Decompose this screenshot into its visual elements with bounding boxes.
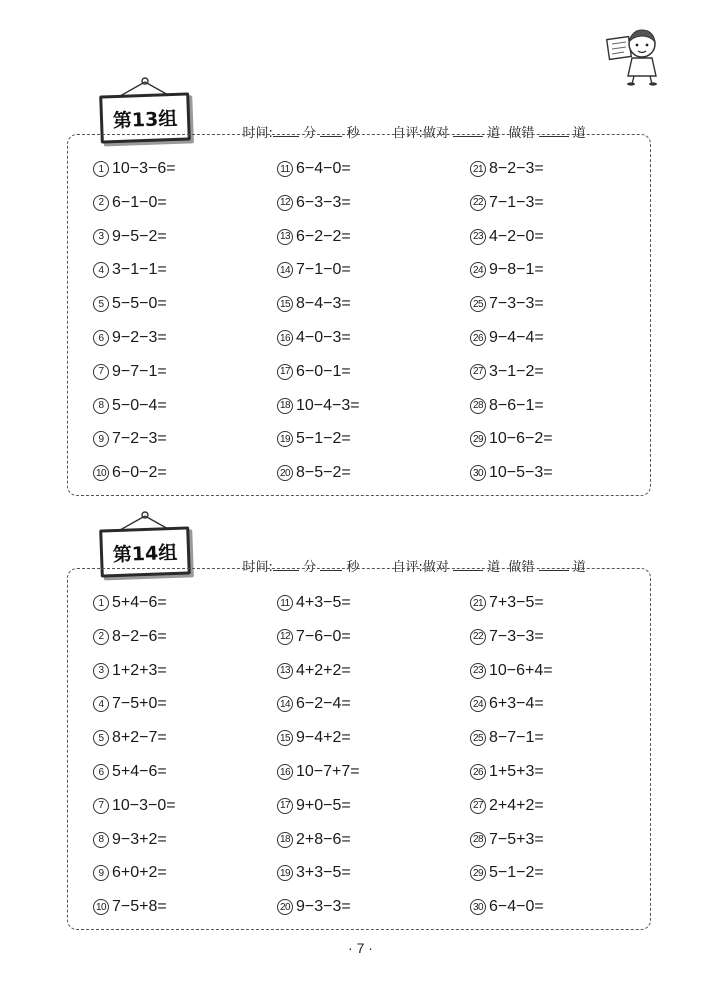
problem-item (93, 363, 167, 381)
problem-expression: 4−0−3= (296, 329, 351, 346)
dao-label: 道 (572, 126, 586, 141)
problem-number: 3 (93, 663, 109, 679)
problem-number: 27 (470, 364, 486, 380)
problem-item (470, 831, 544, 849)
problem-item (470, 695, 544, 713)
problem-item (93, 228, 167, 246)
problem-item (93, 594, 167, 612)
problem-expression: 6−1−0= (112, 193, 167, 211)
problem-expression: 6−3−3= (296, 193, 351, 211)
problem-expression: 9−7−1= (112, 362, 167, 380)
problem-expression: 10−7+7= (296, 763, 360, 780)
problem-number: 22 (470, 629, 486, 645)
self-eval-label: 自评:做对 (392, 126, 449, 141)
problem-expression: 6−4−0= (296, 160, 351, 177)
problem-item (277, 763, 360, 781)
problem-expression: 7−1−0= (296, 261, 351, 279)
problem-expression: 8−4−3= (296, 295, 351, 313)
problem-expression: 2+8−6= (296, 830, 351, 848)
problem-expression: 6−2−4= (296, 695, 351, 713)
problem-number: 28 (470, 398, 486, 414)
problem-number: 28 (470, 832, 486, 848)
problem-number: 6 (93, 330, 109, 346)
problem-item (93, 898, 167, 916)
problem-number: 14 (277, 696, 293, 712)
problem-item (93, 695, 167, 713)
problem-item (277, 228, 351, 246)
problem-item (470, 160, 544, 178)
problem-expression: 3−1−1= (112, 261, 167, 279)
group-title: 第14组 (112, 541, 178, 566)
problem-number: 22 (470, 195, 486, 211)
problem-item (277, 160, 351, 178)
problem-item (277, 898, 351, 916)
problem-item (470, 363, 544, 381)
problem-item (470, 864, 544, 882)
problem-item (277, 628, 351, 646)
problem-item (277, 363, 351, 381)
problem-number: 13 (277, 229, 293, 245)
second-label: 秒 (346, 560, 360, 575)
problem-item (93, 160, 176, 178)
problem-expression: 3+3−5= (296, 864, 351, 882)
problem-expression: 8−5−2= (296, 464, 351, 482)
problem-number: 16 (277, 764, 293, 780)
problem-expression: 10−6−2= (489, 430, 553, 448)
problem-number: 25 (470, 730, 486, 746)
problem-item (93, 329, 167, 347)
problem-expression: 8+2−7= (112, 729, 167, 747)
problem-expression: 3−1−2= (489, 362, 544, 380)
problem-number: 21 (470, 161, 486, 177)
problem-number: 5 (93, 730, 109, 746)
problem-number: 21 (470, 595, 486, 611)
problem-item (277, 295, 351, 313)
problem-number: 10 (93, 465, 109, 481)
problem-number: 3 (93, 229, 109, 245)
problem-item (277, 662, 351, 680)
problem-expression: 6+3−4= (489, 695, 544, 713)
wrong-label: 做错 (508, 560, 535, 575)
problem-number: 2 (93, 195, 109, 211)
problem-number: 2 (93, 629, 109, 645)
problem-expression: 8−2−6= (112, 627, 167, 645)
problem-expression: 1+2+3= (112, 661, 167, 679)
problem-item (470, 228, 544, 246)
problem-expression: 4+3−5= (296, 594, 351, 611)
problem-number: 13 (277, 663, 293, 679)
problem-item (277, 695, 351, 713)
problem-expression: 6−2−2= (296, 227, 351, 245)
problem-item (470, 628, 544, 646)
problem-number: 19 (277, 865, 293, 881)
problem-expression: 10−6+4= (489, 661, 553, 679)
dao-label: 道 (487, 126, 501, 141)
problem-item (93, 261, 167, 279)
problem-expression: 8−2−3= (489, 160, 544, 177)
problem-item (470, 397, 544, 415)
problem-number: 10 (93, 899, 109, 915)
problem-expression: 7−5+0= (112, 695, 167, 713)
problem-expression: 9−5−2= (112, 227, 167, 245)
problem-item (470, 329, 544, 347)
problem-expression: 7−2−3= (112, 430, 167, 448)
problem-item (93, 194, 167, 212)
problem-number: 8 (93, 832, 109, 848)
problem-number: 5 (93, 296, 109, 312)
problem-number: 24 (470, 262, 486, 278)
problem-number: 29 (470, 431, 486, 447)
problem-number: 9 (93, 865, 109, 881)
problem-expression: 7−6−0= (296, 627, 351, 645)
wrong-label: 做错 (508, 126, 535, 141)
problem-expression: 4+2+2= (296, 661, 351, 679)
self-eval-label: 自评:做对 (392, 560, 449, 575)
time-label: 时间: (242, 126, 273, 141)
problem-number: 9 (93, 431, 109, 447)
problem-number: 1 (93, 161, 109, 177)
problem-item (470, 763, 544, 781)
problem-item (93, 628, 167, 646)
problem-item (470, 898, 544, 916)
problem-number: 23 (470, 663, 486, 679)
problem-expression: 5−1−2= (296, 430, 351, 448)
problem-number: 25 (470, 296, 486, 312)
problem-expression: 7−1−3= (489, 193, 544, 211)
problem-item (277, 397, 360, 415)
problem-item (93, 831, 167, 849)
problem-item (93, 763, 167, 781)
minute-label: 分 (303, 560, 317, 575)
problem-item (470, 594, 544, 612)
problem-number: 19 (277, 431, 293, 447)
problem-item (277, 329, 351, 347)
problem-expression: 7+3−5= (489, 594, 544, 611)
problem-expression: 7−5+8= (112, 898, 167, 916)
problem-number: 30 (470, 899, 486, 915)
problem-item (277, 261, 351, 279)
problem-item (277, 831, 351, 849)
dao-label: 道 (487, 560, 501, 575)
problem-number: 17 (277, 364, 293, 380)
problem-number: 17 (277, 798, 293, 814)
page-number: · 7 · (348, 940, 373, 956)
problem-number: 20 (277, 899, 293, 915)
problem-number: 26 (470, 330, 486, 346)
problem-number: 16 (277, 330, 293, 346)
problem-item (93, 295, 167, 313)
problem-number: 27 (470, 798, 486, 814)
problem-expression: 9+0−5= (296, 796, 351, 814)
problem-number: 12 (277, 629, 293, 645)
problem-number: 1 (93, 595, 109, 611)
problem-item (470, 295, 544, 313)
problem-number: 6 (93, 764, 109, 780)
problem-expression: 10−3−0= (112, 796, 176, 814)
problem-expression: 6−4−0= (489, 898, 544, 916)
problem-expression: 4−2−0= (489, 227, 544, 245)
problem-item (470, 729, 544, 747)
problem-item (470, 797, 544, 815)
problem-expression: 10−3−6= (112, 160, 176, 177)
problem-item (93, 729, 167, 747)
problem-expression: 7−3−3= (489, 295, 544, 313)
problem-number: 15 (277, 730, 293, 746)
problem-number: 12 (277, 195, 293, 211)
problem-expression: 2+4+2= (489, 796, 544, 814)
second-label: 秒 (346, 126, 360, 141)
problem-number: 15 (277, 296, 293, 312)
problem-item (277, 864, 351, 882)
problem-item (470, 662, 553, 680)
problem-expression: 6−0−2= (112, 464, 167, 482)
time-label: 时间: (242, 560, 273, 575)
minute-label: 分 (303, 126, 317, 141)
problem-item (277, 797, 351, 815)
problem-expression: 5+4−6= (112, 763, 167, 780)
problem-expression: 10−4−3= (296, 396, 360, 414)
problem-expression: 5+4−6= (112, 594, 167, 611)
exercise-group-13 (0, 0, 721, 482)
problem-number: 4 (93, 262, 109, 278)
problem-item (93, 864, 167, 882)
problem-number: 24 (470, 696, 486, 712)
problem-expression: 8−7−1= (489, 729, 544, 747)
problem-expression: 9−3−3= (296, 898, 351, 916)
problem-item (93, 797, 176, 815)
problem-expression: 7−3−3= (489, 627, 544, 645)
problem-expression: 5−1−2= (489, 864, 544, 882)
problem-number: 29 (470, 865, 486, 881)
problem-number: 11 (277, 161, 293, 177)
problem-item (470, 194, 544, 212)
problem-item (277, 729, 351, 747)
exercise-group-14 (0, 434, 721, 916)
problem-item (277, 194, 351, 212)
problem-expression: 9−4+2= (296, 729, 351, 747)
problem-number: 30 (470, 465, 486, 481)
problem-number: 23 (470, 229, 486, 245)
problem-item (277, 594, 351, 612)
problem-number: 20 (277, 465, 293, 481)
problem-number: 4 (93, 696, 109, 712)
problem-number: 7 (93, 798, 109, 814)
problem-item (93, 397, 167, 415)
problem-number: 26 (470, 764, 486, 780)
problem-number: 18 (277, 398, 293, 414)
problem-expression: 8−6−1= (489, 396, 544, 414)
problem-expression: 6−0−1= (296, 362, 351, 380)
problem-expression: 9−8−1= (489, 261, 544, 279)
problem-expression: 9−4−4= (489, 329, 544, 346)
problem-number: 8 (93, 398, 109, 414)
problem-item (470, 261, 544, 279)
group-title: 第13组 (112, 107, 178, 132)
problem-number: 11 (277, 595, 293, 611)
problem-item (93, 662, 167, 680)
problem-expression: 6+0+2= (112, 864, 167, 882)
problem-expression: 9−2−3= (112, 329, 167, 346)
problem-expression: 5−5−0= (112, 295, 167, 313)
problem-number: 18 (277, 832, 293, 848)
problem-expression: 1+5+3= (489, 763, 544, 780)
dao-label: 道 (572, 560, 586, 575)
problem-expression: 7−5+3= (489, 830, 544, 848)
problem-number: 7 (93, 364, 109, 380)
problem-expression: 10−5−3= (489, 464, 553, 482)
problem-expression: 5−0−4= (112, 396, 167, 414)
problem-number: 14 (277, 262, 293, 278)
problem-expression: 9−3+2= (112, 830, 167, 848)
